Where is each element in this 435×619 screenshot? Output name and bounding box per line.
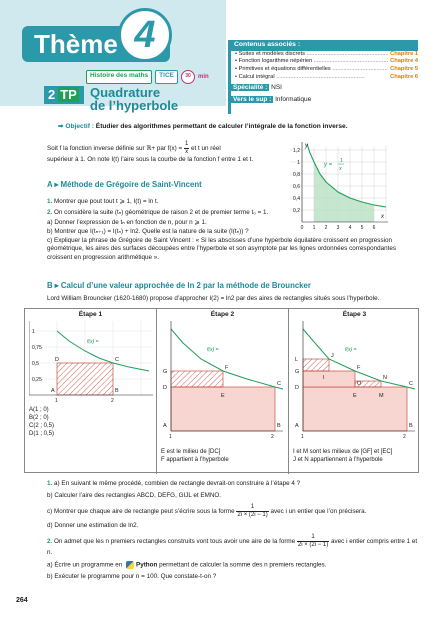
svg-text:B: B [115,388,119,394]
curve-frac-den: x [339,166,342,172]
objectif: ➡ Objectif : Étudier des algorithmes permettant de calculer l’intégrale de la fonction inverse. [58,123,348,130]
svg-text:E: E [353,393,357,399]
intro-text: Soit f la fonction inverse définie sur ℝ+ par f(x) = $\frac{1}{x}$ et t un réel supérieur à 1. On note I(t) l’aire sous la courbe de la fonction f entre 1 et t. [47,141,254,163]
tp-badge: 2 TP [44,86,84,104]
svg-text:1: 1 [169,434,172,439]
svg-text:G: G [163,369,168,375]
svg-text:B: B [277,423,281,429]
svg-text:J: J [331,353,334,359]
step-3 [289,309,420,474]
tp-title: Quadrature de l’hyperbole [90,85,179,113]
svg-text:B: B [409,423,413,429]
svg-text:0,25: 0,25 [32,377,42,383]
step-2-caption: E est le milieu de [DC] F appartient à l’hyperbole [161,449,229,463]
y-axis-label: y [305,143,308,149]
step-3-graph [293,321,417,439]
associated-contents [228,40,418,114]
y-tick: 0,4 [293,196,300,202]
associated-item: • Primitives et équations différentielles ..... Chapitre 5 [235,66,418,74]
svg-text:C: C [409,381,413,387]
associated-title: Contenus associés : [231,40,418,51]
step-1-title: Étape 1 [78,311,103,318]
svg-text:0,75: 0,75 [32,345,42,351]
page-number: 264 [16,597,28,604]
part-b-title: B ▸ Calcul d’une valeur approchée de ln 2 par la méthode de Brouncker [47,281,311,290]
part-a-title: A ▸ Méthode de Grégoire de Saint-Vincent [47,180,202,189]
x-tick: 4 [348,225,352,231]
svg-text:D: D [163,385,167,391]
svg-text:A: A [51,388,55,394]
svg-text:O: O [357,381,362,387]
svg-text:E: E [221,393,225,399]
svg-text:2: 2 [403,434,406,439]
svg-text:L: L [295,357,299,363]
svg-text:C: C [115,357,119,363]
questions: 1. a) En suivant le même procédé, combien de rectangle devrait-on construire à l’étape 4 ? b) Calculer l’aire des rectangles ABCD, DEFG, GIJL et EMNO. c) Montrer que chaque aire de rectangle peut s’écrire sous la forme $\frac{1}{2i \times (2i - 1)}$ avec i un entier que l’on précisera. d) Donner une estimation de ln2. 2. On admet que les n premiers rectangles construits vont tous avoir une aire de la forme $\frac{1}{2i \times (2i - 1)}$ avec i entier compris entre 1 et n. a) Écrire un programme en Python permettant de calculer la somme des n premiers rectangles. b) Exécuter le programme pour n = 100. Que constate-t-on ? [47,480,418,581]
arrow-icon: ➡ [58,123,64,130]
specialite: Spécialité : NSI [233,84,282,92]
step-3-title: Étape 3 [342,311,367,318]
svg-text:A: A [295,423,299,429]
x-tick: 5 [360,225,364,231]
svg-text:f(x) =: f(x) = [87,339,99,345]
x-tick: 3 [336,225,340,231]
y-tick: 0,2 [293,208,300,214]
steps-box [24,308,419,473]
svg-text:I: I [323,375,325,381]
svg-text:2: 2 [111,398,114,403]
curve-label: y = [324,162,333,168]
step-1-points: A(1 ; 0) B(2 ; 0) C(2 ; 0,5) D(1 ; 0,5) [29,407,55,437]
theme-title: Thème [22,26,170,62]
svg-text:D: D [55,357,59,363]
svg-text:G: G [295,369,300,375]
svg-text:M: M [379,393,384,399]
tag-history: Histoire des maths [86,70,152,84]
svg-text:f(x) =: f(x) = [207,347,219,353]
step-3-caption: I et M sont les milieux de [GF] et [EC] J et N appartiennent à l’hyperbole [293,449,393,463]
associated-item: • Fonction logarithme népérien ..... Chapitre 4 [235,58,418,66]
x-axis-label: x [381,214,384,220]
svg-text:0,5: 0,5 [32,361,39,367]
svg-text:F: F [357,365,361,371]
part-b-intro: Lord William Brouncker (1620-1680) propose d’approcher I(2) = ln2 par des aires de rectangles situés sous l’hyperbole. [47,295,380,302]
x-tick: 0 [300,225,304,231]
tag-tice: TICE [155,70,178,84]
step-2-graph [161,321,285,439]
part-a: 1. Montrer que pout tout t ⩾ 1, I(t) = ln t. 2. On considère la suite (tₙ) géométrique de raison 2 et de premier terme t₀ = 1. a) Donner l’expression de tₙ en fonction de n, pour n ⩾ 1. b) Montrer que I(tₙ₊₁) = I(tₙ) + ln2. Quelle est la nature de la suite (I(tₙ)) ? c) Expliquer la phrase de Grégoire de Saint Vincent : « Si les abscisses d’une hyperbole équilatère croissent en progression géométrique, les aires des surfaces découpées entre l’hyperbole et son asymptote par les lignes ordonnées correspondantes croissent en progression arithmétique ». [47,198,396,261]
x-tick: 6 [372,225,376,231]
svg-text:A: A [163,423,167,429]
vers-le-sup: Vers le sup : Informatique [233,95,312,103]
timer-icon: 30 [181,70,195,84]
y-tick: 0,8 [293,172,300,178]
svg-text:1: 1 [32,329,35,335]
svg-text:F: F [225,365,229,371]
timer-unit: min [197,74,209,80]
step-2-title: Étape 2 [210,311,235,318]
python-icon [126,561,134,569]
y-tick: 1,2 [293,148,300,154]
step-2 [157,309,289,474]
step-1 [25,309,157,474]
tags-row [86,70,209,84]
svg-text:D: D [295,385,299,391]
svg-text:C: C [277,381,281,387]
associated-item: • Calcul intégral ..... Chapitre 6 [235,74,418,82]
x-tick: 2 [324,225,328,231]
svg-text:1: 1 [301,434,304,439]
associated-item: • Suites et modèles discrets ..... Chapitre 1 [235,51,418,59]
svg-text:N: N [383,375,387,381]
step-1-graph [29,321,153,403]
x-tick: 1 [312,225,316,231]
svg-text:2: 2 [271,434,274,439]
svg-text:f(x) =: f(x) = [345,347,357,353]
theme-number: 4 [118,8,172,62]
y-tick: 1 [297,160,300,166]
curve-frac-num: 1 [340,158,344,164]
svg-text:1: 1 [55,398,58,403]
y-tick: 0,6 [293,184,300,190]
